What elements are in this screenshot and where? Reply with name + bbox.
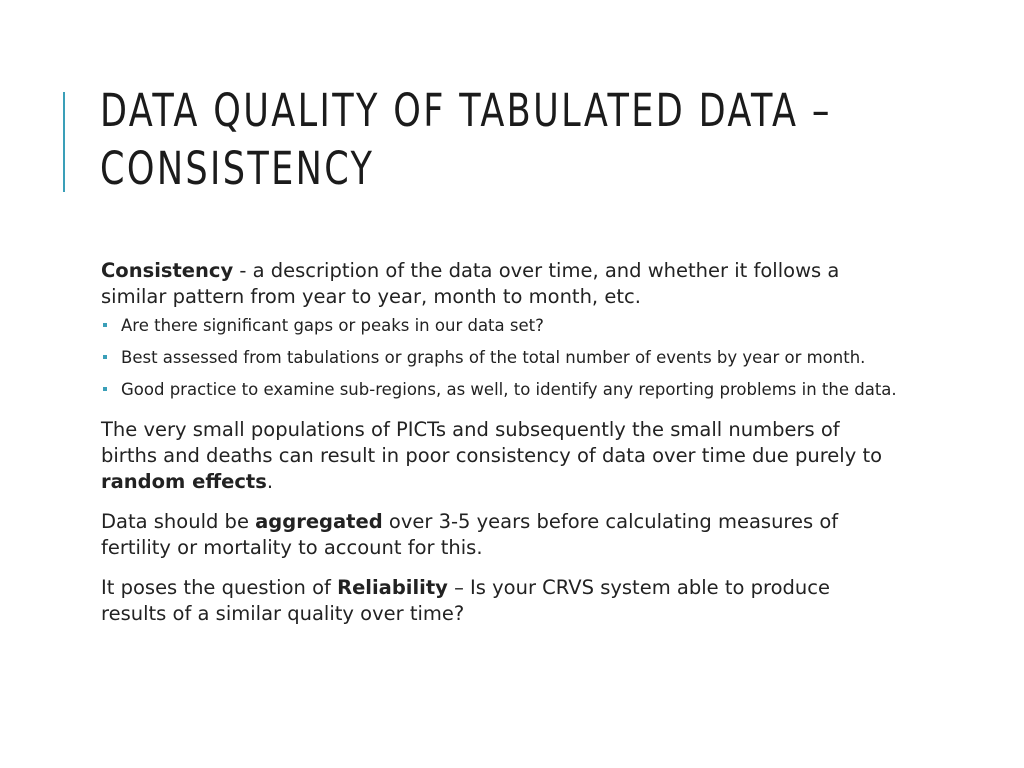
bullet-text: Are there significant gaps or peaks in our data set? xyxy=(121,316,544,335)
reliability-text-end: – Is your CRVS system able to produce results of a similar quality over time? xyxy=(101,576,830,625)
aggregation-paragraph xyxy=(101,509,901,561)
reliability-term: Reliability xyxy=(337,576,448,599)
list-item xyxy=(101,314,901,337)
slide-body xyxy=(101,258,901,641)
list-item xyxy=(101,378,901,401)
intro-definition: - a description of the data over time, and whether it follows a similar pattern from year to year, month to month, etc. xyxy=(101,259,840,308)
reliability-paragraph xyxy=(101,575,901,627)
title-accent-bar xyxy=(63,92,65,192)
bullet-text: Best assessed from tabulations or graphs of the total number of events by year or month. xyxy=(121,348,866,367)
random-effects-paragraph xyxy=(101,417,901,495)
intro-term: Consistency xyxy=(101,259,234,282)
square-bullet-icon xyxy=(103,387,107,391)
square-bullet-icon xyxy=(103,355,107,359)
intro-paragraph xyxy=(101,258,901,310)
reliability-text-start: It poses the question of xyxy=(101,576,338,599)
square-bullet-icon xyxy=(103,323,107,327)
random-effects-text: The very small populations of PICTs and subsequently the small numbers of births and deaths can result in poor consistency of data over time due purely to xyxy=(101,418,883,467)
slide-title xyxy=(100,82,832,198)
aggregation-text-start: Data should be xyxy=(101,510,256,533)
bullet-text: Good practice to examine sub-regions, as well, to identify any reporting problems in the data. xyxy=(121,380,897,399)
random-effects-term: random effects xyxy=(101,470,267,493)
slide-title-line-2: CONSISTENCY xyxy=(100,142,375,195)
random-effects-end: . xyxy=(266,470,274,493)
slide-title-line-1: DATA QUALITY OF TABULATED DATA – xyxy=(100,84,832,137)
list-item xyxy=(101,346,901,369)
aggregation-text-end: over 3-5 years before calculating measures of fertility or mortality to account for this. xyxy=(101,510,839,559)
bullet-list xyxy=(101,314,901,401)
aggregation-term: aggregated xyxy=(255,510,383,533)
